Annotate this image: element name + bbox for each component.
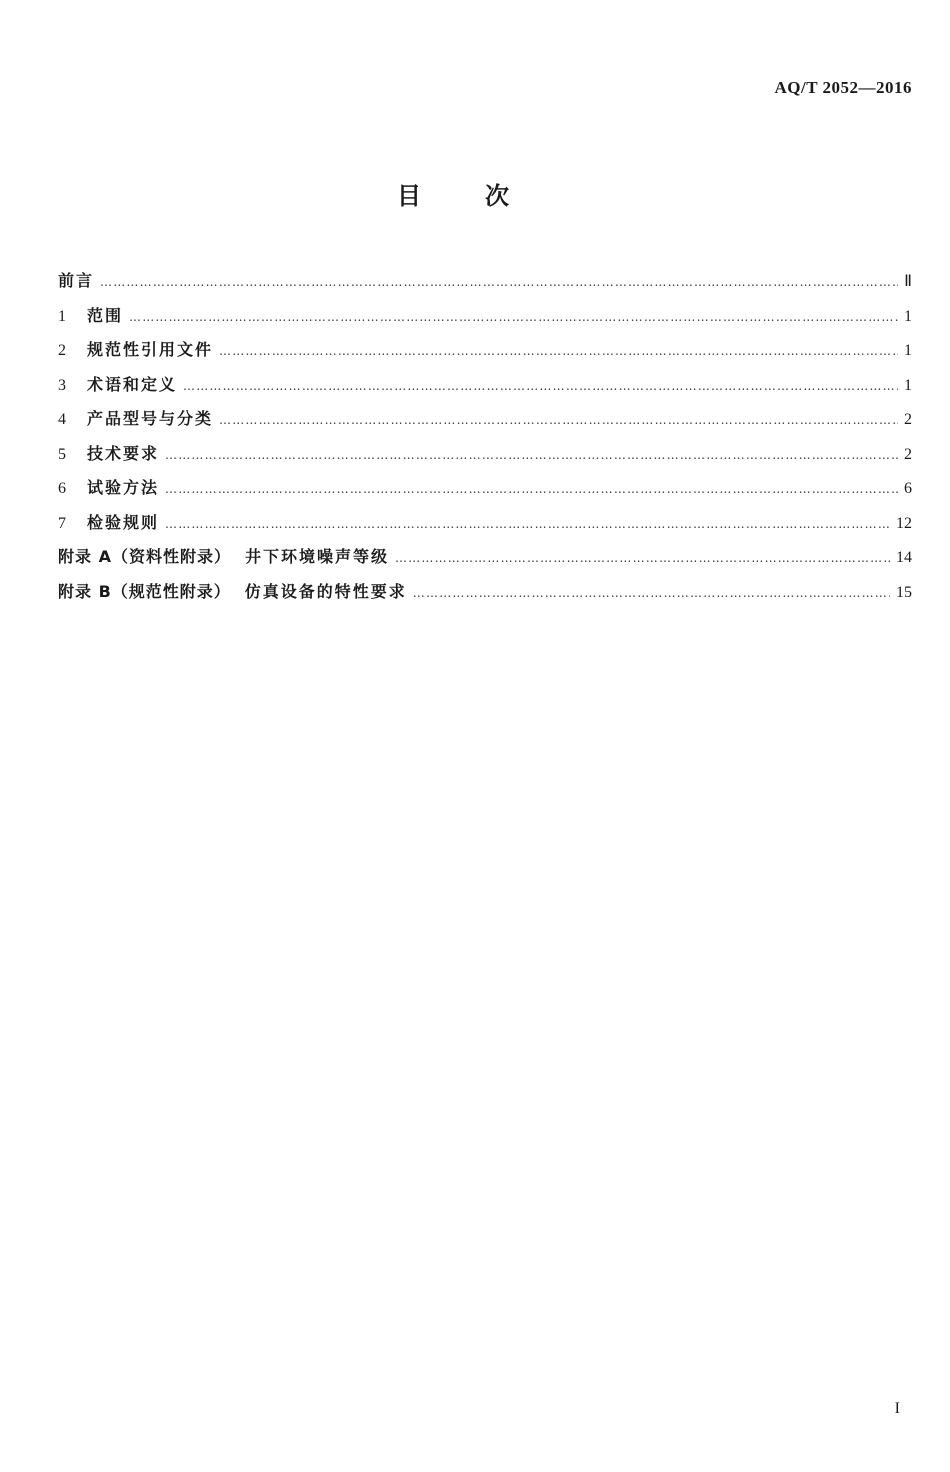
toc-entry-6[interactable] (58, 471, 912, 506)
toc-entry-page: 14 (896, 549, 912, 566)
standard-code: AQ/T 2052—2016 (774, 78, 912, 97)
toc-entry-3[interactable] (58, 368, 912, 403)
toc-entry-number: 4 (58, 411, 66, 428)
toc-entry-number: 1 (58, 307, 66, 325)
toc-entry-label: 术语和定义 (87, 374, 178, 394)
toc-entry-appendix-b[interactable] (58, 575, 912, 610)
toc-entry-prefix: 附录 A（资料性附录） (58, 547, 231, 566)
toc-dot-leader (413, 576, 890, 611)
toc-entry-label: 前言 (58, 271, 95, 290)
toc-dot-leader (219, 334, 898, 369)
toc-dot-leader (165, 472, 898, 507)
toc-entry-label: 规范性引用文件 (87, 340, 214, 359)
toc-entry-2[interactable] (58, 333, 912, 368)
toc-entry-foreword[interactable] (58, 264, 912, 299)
toc-entry-label: 技术要求 (87, 443, 160, 463)
toc-entry-number: 6 (58, 480, 66, 497)
page-title: 目次 (397, 182, 573, 210)
toc-entry-number: 7 (58, 514, 66, 532)
toc-dot-leader (183, 369, 898, 404)
toc-dot-leader (395, 541, 890, 576)
toc-entry-page: 15 (896, 583, 912, 601)
toc-entry-label: 检验规则 (87, 512, 160, 532)
toc-entry-label: 仿真设备的特性要求 (244, 581, 407, 601)
toc-entry-page: 1 (904, 307, 912, 325)
toc-entry-page: 2 (904, 445, 912, 463)
toc-entry-7[interactable] (58, 506, 912, 541)
toc-entry-page: 1 (904, 376, 912, 394)
toc-entry-page: 6 (904, 480, 912, 497)
toc-dot-leader (219, 403, 898, 438)
toc-entry-label: 产品型号与分类 (87, 409, 214, 428)
toc-entry-label: 试验方法 (87, 478, 160, 497)
toc-entry-4[interactable] (58, 402, 912, 437)
toc-dot-leader (165, 507, 890, 542)
toc-entry-page: Ⅱ (904, 273, 912, 290)
toc-entry-label: 范围 (87, 305, 124, 325)
toc-dot-leader (129, 300, 898, 335)
toc-entry-number: 5 (58, 445, 66, 463)
toc-entry-1[interactable] (58, 299, 912, 334)
toc-dot-leader (165, 438, 898, 473)
toc-entry-label: 井下环境噪声等级 (244, 547, 389, 566)
toc-entry-page: 2 (904, 411, 912, 428)
toc-dot-leader (100, 265, 898, 300)
toc-entry-number: 3 (58, 376, 66, 394)
toc-entry-page: 1 (904, 342, 912, 359)
table-of-contents (58, 264, 912, 609)
toc-entry-prefix: 附录 B（规范性附录） (58, 581, 231, 601)
toc-entry-appendix-a[interactable] (58, 540, 912, 575)
toc-entry-page: 12 (896, 514, 912, 532)
toc-entry-number: 2 (58, 342, 66, 359)
toc-entry-5[interactable] (58, 437, 912, 472)
page-number: I (894, 1400, 900, 1417)
